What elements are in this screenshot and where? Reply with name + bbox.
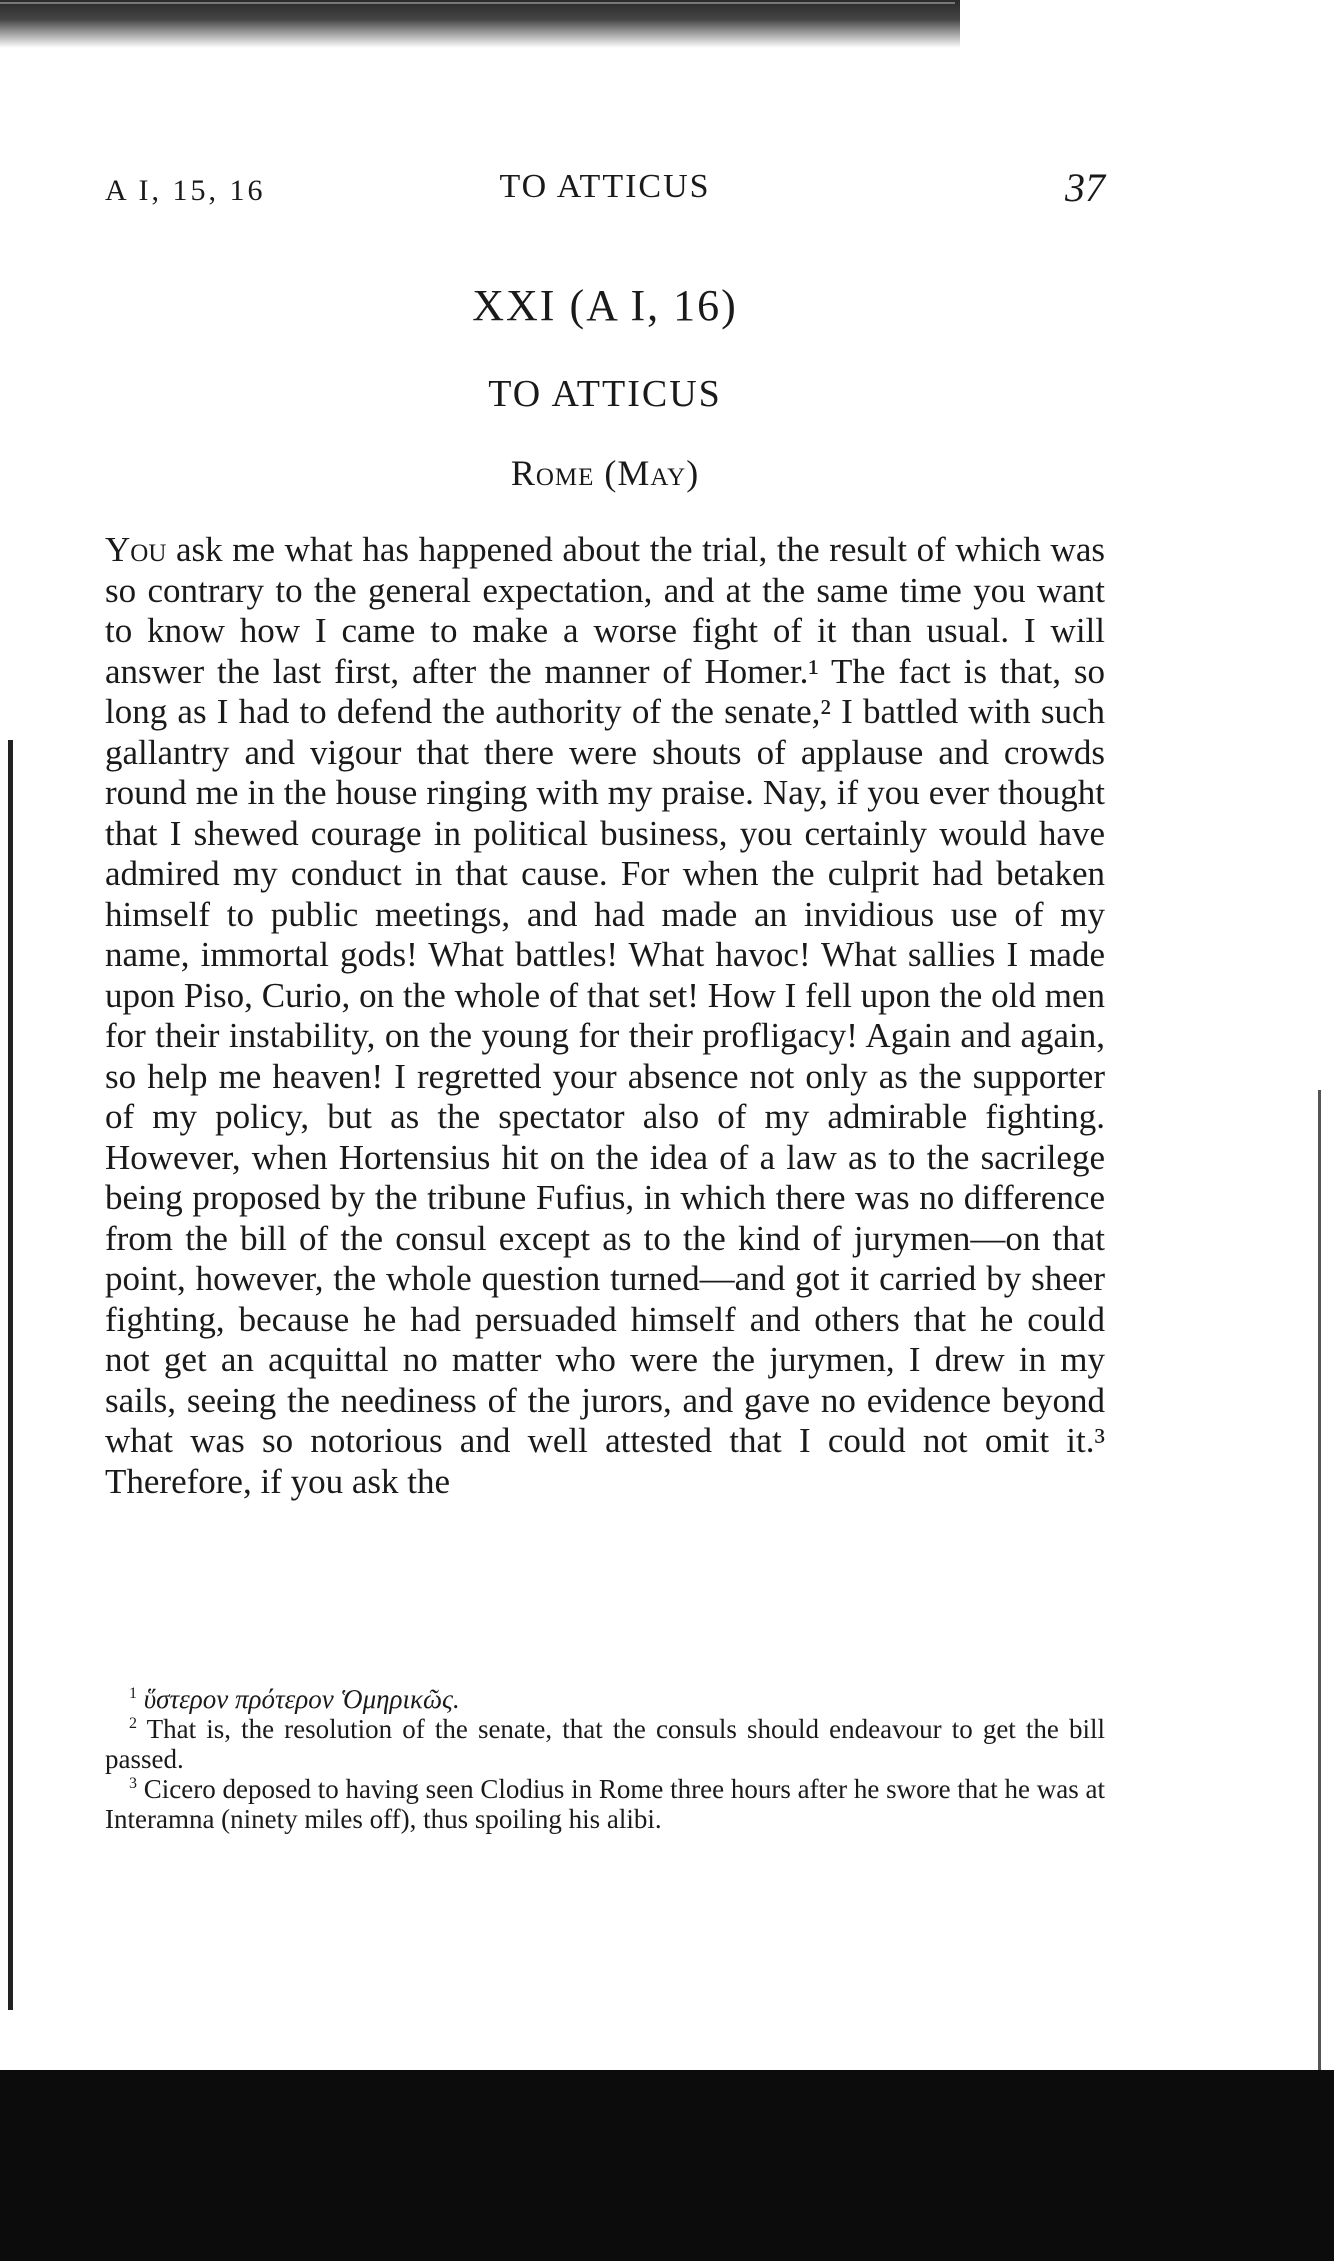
footnote-text: ὕστερον πρότερον Ὁμηρικῶς. — [143, 1684, 460, 1714]
letter-place-date: Rome (May) — [510, 453, 700, 493]
footnote — [105, 1714, 1105, 1774]
footnote-mark: 1 — [129, 1685, 137, 1702]
letter-body — [105, 530, 1105, 1502]
scan-top-rule — [0, 2, 955, 4]
scan-top-shadow — [0, 0, 960, 48]
footnote — [105, 1684, 1105, 1714]
footnote-text: Cicero deposed to having seen Clodius in Rome three hours after he swore that he was at Interamna (ninety miles off), thus spoiling his alibi. — [105, 1774, 1105, 1834]
scan-bottom-band — [0, 2070, 1334, 2261]
body-paragraph: ask me what has happened about the trial, the result of which was so contrary to the general expectation, and at the same time you want to know how I came to make a worse fight of it than usual. I will answer the last first, after the manner of Homer.¹ The fact is that, so long as I had to defend the authority of the senate,² I battled with such gallantry and vigour that there were shouts of applause and crowds round me in the house ringing with my praise. Nay, if you ever thought that I shewed courage in political business, you certainly would have admired my conduct in that cause. For when the culprit had betaken himself to public meetings, and had made an invidious use of my name, immortal gods! What battles! What havoc! What sallies I made upon Piso, Curio, on the whole of that set! How I fell upon the old men for their instability, on the young for their profligacy! Again and again, so help me heaven! I regretted your absence not only as the supporter of my policy, but as the spectator also of my admirable fighting. However, when Hortensius hit on the idea of a law as to the sacrilege being proposed by the tribune Fufius, in which there was no difference from the bill of the consul except as to the kind of jurymen—on that point, however, the whole question turned—and got it carried by sheer fighting, because he had persuaded himself and others that he could not get an acquittal no matter who were the jurymen, I drew in my sails, seeing the neediness of the jurors, and gave no evidence beyond what was so notorious and well attested that I could not omit it.³ Therefore, if you ask the — [105, 530, 1105, 1501]
footnote — [105, 1774, 1105, 1834]
running-title: TO ATTICUS — [499, 168, 711, 205]
letter-recipient: TO ATTICUS — [488, 373, 722, 415]
footnote-mark: 3 — [129, 1775, 137, 1792]
page-number: 37 — [1065, 165, 1105, 210]
footnote-mark: 2 — [129, 1715, 137, 1732]
scan-left-edge — [8, 740, 13, 2010]
section-reference: A I, 15, 16 — [105, 174, 266, 207]
body-lead-word: You — [105, 530, 167, 569]
footnote-text: That is, the resolution of the senate, that the consuls should endeavour to get the bill passed. — [105, 1714, 1106, 1774]
footnotes — [105, 1684, 1105, 1834]
letter-number: XXI (A I, 16) — [472, 281, 738, 330]
scan-right-edge — [1318, 1090, 1321, 2070]
running-header — [105, 165, 1105, 212]
